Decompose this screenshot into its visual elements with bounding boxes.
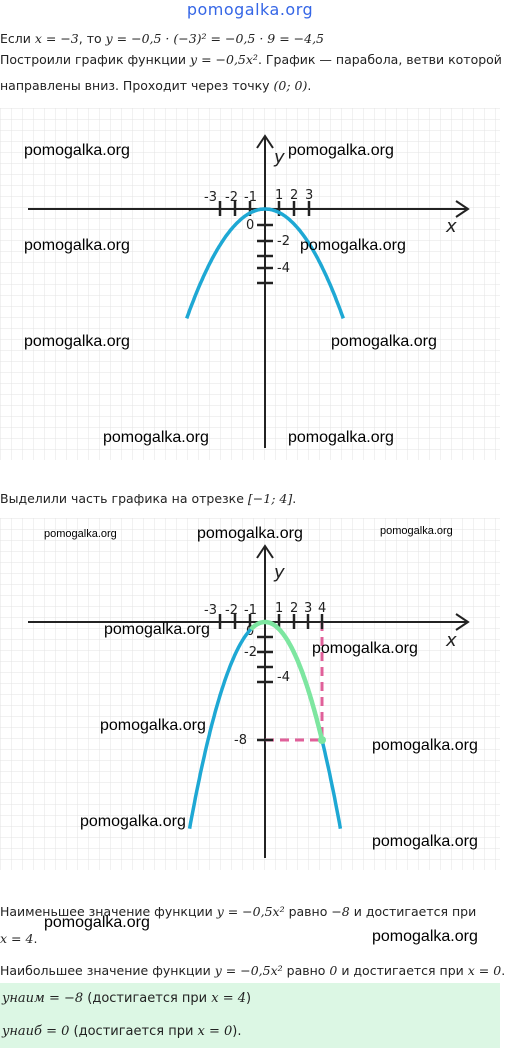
watermark: pomogalka.org	[104, 621, 210, 638]
tick-label-neg1: -1	[244, 190, 257, 205]
watermark: pomogalka.org	[44, 528, 117, 540]
tick-label-y-neg4: -4	[277, 670, 290, 685]
graph-2	[0, 518, 500, 870]
tick-label-neg3: -3	[204, 603, 217, 618]
text-line-7	[0, 963, 505, 979]
line7-math3: x = 0	[467, 963, 502, 978]
answer-min-rhs: (достигается при	[83, 991, 212, 1006]
watermark: pomogalka.org	[288, 429, 394, 446]
watermark: pomogalka.org	[312, 640, 418, 657]
watermark: pomogalka.org	[80, 813, 186, 830]
tick-label-3: 3	[304, 601, 313, 616]
x-axis-label: x	[446, 630, 457, 651]
line5-math: y = −0,5x²	[216, 904, 285, 919]
watermark: pomogalka.org	[372, 737, 478, 754]
line7-prefix: Наибольшее значение функции	[0, 963, 215, 978]
watermark: pomogalka.org	[300, 237, 406, 254]
tick-label-neg2: -2	[225, 603, 238, 618]
line3-suffix: .	[307, 78, 312, 93]
line6-suffix: .	[33, 931, 38, 946]
line7-math: y = −0,5x²	[214, 963, 283, 978]
line1-math2: y = −0,5 · (−3)² = −0,5 · 9 = −4,5	[105, 31, 324, 46]
watermark: pomogalka.org	[380, 525, 453, 537]
tick-label-1: 1	[275, 188, 284, 203]
answer-min	[2, 991, 251, 1006]
text-line-3	[0, 78, 311, 94]
tick-label-y-neg8: -8	[234, 733, 247, 748]
line1-mid: , то	[78, 31, 106, 46]
tick-label-3: 3	[305, 188, 314, 203]
text-line-2	[0, 52, 502, 68]
text-line-1	[0, 31, 324, 47]
line4-prefix: Выделили часть графика на отрезке	[0, 491, 248, 506]
line5-mid: равно	[284, 904, 332, 919]
line7-mid2: и достигается при	[337, 963, 468, 978]
answer-min-math: x = 4	[211, 991, 247, 1006]
line7-mid: равно	[282, 963, 330, 978]
line3-prefix: направлены вниз. Проходит через точку	[0, 78, 274, 93]
point-x4-y-neg8	[318, 736, 326, 744]
line5-suffix: и достигается при	[349, 904, 477, 919]
watermark-top: pomogalka.org	[186, 0, 314, 19]
watermark: pomogalka.org	[103, 429, 209, 446]
line4-suffix: .	[292, 491, 297, 506]
answer-max-end: ).	[232, 1024, 242, 1039]
answer-min-lhs: yнаим = −8	[2, 991, 84, 1006]
watermark: pomogalka.org	[331, 333, 437, 350]
tick-label-2: 2	[290, 601, 299, 616]
graph-1	[0, 108, 500, 460]
line1-math: x = −3	[34, 31, 79, 46]
watermark: pomogalka.org	[197, 525, 303, 542]
tick-label-1: 1	[275, 601, 284, 616]
text-line-4	[0, 491, 296, 507]
tick-label-y-neg4: -4	[277, 261, 290, 276]
watermark: pomogalka.org	[24, 237, 130, 254]
watermark: pomogalka.org	[372, 833, 478, 850]
line4-math: [−1; 4]	[247, 491, 293, 506]
line6-math: x = 4	[0, 931, 34, 946]
text-line-6	[0, 931, 37, 947]
line7-math2: 0	[329, 963, 338, 978]
line2-math: y = −0,5x²	[190, 52, 258, 67]
answer-max	[2, 1024, 242, 1039]
grid-background	[0, 108, 500, 460]
line2-prefix: Построили график функции	[0, 52, 191, 67]
line5-math2: −8	[331, 904, 350, 919]
answer-max-math: x = 0	[197, 1024, 233, 1039]
origin-label: 0	[246, 218, 255, 233]
line1-prefix: Если	[0, 31, 35, 46]
watermark: pomogalka.org	[44, 914, 150, 931]
x-axis-label: x	[446, 216, 457, 237]
tick-label-4: 4	[318, 601, 327, 616]
tick-label-y-neg2: -2	[277, 234, 290, 249]
watermark: pomogalka.org	[288, 142, 394, 159]
answer-max-lhs: yнаиб = 0	[2, 1024, 70, 1039]
answer-min-end: )	[246, 991, 252, 1006]
grid-background	[0, 518, 500, 870]
line7-suffix: .	[501, 963, 505, 978]
tick-label-neg2: -2	[225, 190, 238, 205]
tick-label-neg1: -1	[244, 603, 257, 618]
answer-box	[0, 983, 500, 1048]
answer-max-rhs: (достигается при	[69, 1024, 198, 1039]
watermark: pomogalka.org	[372, 928, 478, 945]
line3-math: (0; 0)	[273, 78, 308, 93]
tick-label-neg3: -3	[204, 190, 217, 205]
watermark: pomogalka.org	[24, 142, 130, 159]
tick-label-y-neg2: -2	[244, 645, 257, 660]
origin-label: 0	[246, 624, 255, 639]
line5-prefix: Наименьшее значение функции	[0, 904, 217, 919]
y-axis-label: y	[274, 562, 285, 583]
tick-label-2: 2	[290, 188, 299, 203]
y-axis-label: y	[274, 147, 285, 168]
line2-suffix: . График — парабола, ветви которой	[257, 52, 502, 67]
watermark: pomogalka.org	[100, 717, 206, 734]
watermark: pomogalka.org	[24, 333, 130, 350]
